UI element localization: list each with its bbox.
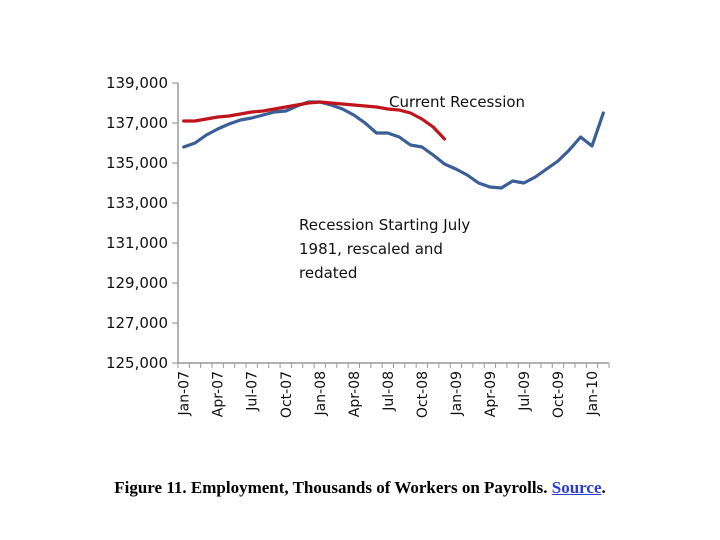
y-tick-label: 133,000 bbox=[105, 194, 168, 212]
source-link[interactable]: Source bbox=[551, 478, 602, 497]
x-tick-label: Jan-07 bbox=[176, 371, 193, 416]
y-tick-label: 125,000 bbox=[105, 354, 168, 372]
x-tick-label: Jul-07 bbox=[244, 371, 261, 411]
caption-end: . bbox=[601, 478, 606, 497]
y-tick-label: 139,000 bbox=[105, 74, 168, 92]
x-tick-label: Oct-07 bbox=[278, 371, 295, 419]
annotation-1981-line-1: Recession Starting July bbox=[299, 216, 471, 234]
x-axis bbox=[177, 363, 609, 418]
y-tick-label: 129,000 bbox=[105, 274, 168, 292]
x-tick-label: Oct-09 bbox=[550, 371, 567, 419]
series-1981-recession-line bbox=[184, 102, 604, 188]
x-tick-label: Apr-08 bbox=[346, 371, 363, 418]
annotation-1981-line-2: 1981, rescaled and bbox=[299, 240, 443, 258]
annotation-current-recession: Current Recession bbox=[389, 93, 526, 111]
y-axis bbox=[106, 74, 178, 372]
caption-text: Figure 11. Employment, Thousands of Workers on Payrolls. bbox=[114, 478, 552, 497]
x-tick-label: Jul-09 bbox=[516, 371, 533, 411]
y-tick-label: 127,000 bbox=[105, 314, 168, 332]
x-tick-label: Jan-09 bbox=[448, 371, 465, 416]
y-tick-label: 137,000 bbox=[105, 114, 168, 132]
x-tick-label: Apr-09 bbox=[482, 371, 499, 418]
series-layer bbox=[184, 102, 604, 188]
x-tick-label: Jan-08 bbox=[312, 371, 329, 416]
x-tick-label: Jul-08 bbox=[380, 371, 397, 411]
x-tick-label: Oct-08 bbox=[414, 371, 431, 419]
annotation-1981-line-3: redated bbox=[299, 264, 358, 282]
x-tick-label: Jan-10 bbox=[584, 371, 601, 416]
y-tick-label: 135,000 bbox=[105, 154, 168, 172]
y-tick-label: 131,000 bbox=[105, 234, 168, 252]
figure-caption bbox=[0, 478, 720, 498]
x-tick-label: Apr-07 bbox=[210, 371, 227, 418]
